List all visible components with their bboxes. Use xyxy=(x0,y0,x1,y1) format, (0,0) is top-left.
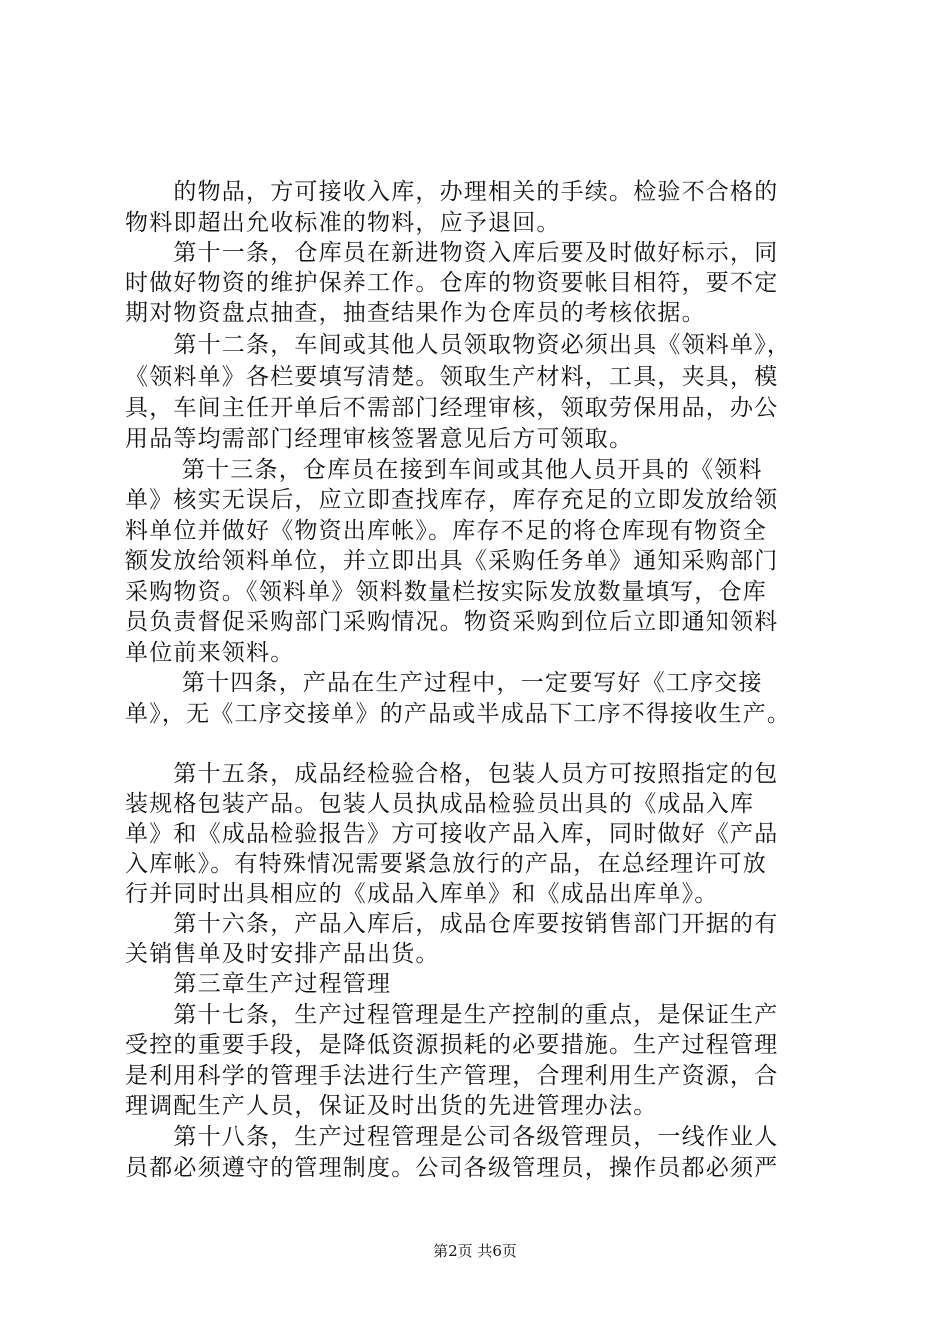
text-line: 关销售单及时安排产品出货。 xyxy=(125,941,440,967)
text-line: 用品等均需部门经理审核签署意见后方可领取。 xyxy=(125,426,634,452)
text-line: 第十三条，仓库员在接到车间或其他人员开具的《领料 xyxy=(125,457,763,483)
text-line: 单》核实无误后，应立即查找库存，库存充足的立即发放给领 xyxy=(125,487,779,513)
text-line: 时做好物资的维护保养工作。仓库的物资要帐目相符，要不定 xyxy=(125,270,779,296)
section-heading: 第三章生产过程管理 xyxy=(125,971,392,997)
text-line: 员负责督促采购部门采购情况。物资采购到位后立即通知领料 xyxy=(125,609,779,635)
text-line: 期对物资盘点抽查，抽查结果作为仓库员的考核依据。 xyxy=(125,300,706,326)
text-line: 物料即超出允收标准的物料，应予退回。 xyxy=(125,210,561,236)
text-line: 料单位并做好《物资出库帐》。库存不足的将仓库现有物资全 xyxy=(125,518,767,544)
text-line: 单》和《成品检验报告》方可接收产品入库，同时做好《产品 xyxy=(125,821,779,847)
text-line: 第十八条，生产过程管理是公司各级管理员，一线作业人 xyxy=(125,1124,779,1150)
text-line: 采购物资。《领料单》领料数量栏按实际发放数量填写，仓库 xyxy=(125,579,767,605)
text-line: 行并同时出具相应的《成品入库单》和《成品出库单》。 xyxy=(125,881,719,907)
text-line: 第十一条，仓库员在新进物资入库后要及时做好标示，同 xyxy=(125,240,779,266)
text-line: 是利用科学的管理手法进行生产管理，合理利用生产资源，合 xyxy=(125,1063,779,1089)
text-line: 第十四条，产品在生产过程中，一定要写好《工序交接 xyxy=(125,670,763,696)
text-line: 额发放给领料单位，并立即出具《采购任务单》通知采购部门 xyxy=(125,548,779,574)
text-line: 单》，无《工序交接单》的产品或半成品下工序不得接收生产。 xyxy=(125,701,792,727)
page-number-footer: 第2页 共6页 xyxy=(433,1242,517,1260)
text-line: 第十七条，生产过程管理是生产控制的重点，是保证生产 xyxy=(125,1002,779,1028)
text-line: 受控的重要手段，是降低资源损耗的必要措施。生产过程管理 xyxy=(125,1032,779,1058)
text-line: 第十六条，产品入库后，成品仓库要按销售部门开据的有 xyxy=(125,911,779,937)
text-line: 《领料单》各栏要填写清楚。领取生产材料，工具，夹具，模 xyxy=(125,364,779,390)
text-line: 具，车间主任开单后不需部门经理审核，领取劳保用品，办公 xyxy=(125,395,779,421)
text-line: 单位前来领料。 xyxy=(125,640,295,666)
text-line: 装规格包装产品。包装人员执成品检验员出具的《成品入库 xyxy=(125,791,755,817)
text-line: 员都必须遵守的管理制度。公司各级管理员，操作员都必须严 xyxy=(125,1155,779,1181)
text-line: 入库帐》。有特殊情况需要紧急放行的产品，在总经理许可放 xyxy=(125,851,767,877)
text-line: 的物品，方可接收入库，办理相关的手续。检验不合格的 xyxy=(125,179,779,205)
text-line: 第十五条，成品经检验合格，包装人员方可按照指定的包 xyxy=(125,761,779,787)
text-line: 第十二条，车间或其他人员领取物资必须出具《领料单》， xyxy=(125,332,792,358)
text-line: 理调配生产人员，保证及时出货的先进管理办法。 xyxy=(125,1093,658,1119)
